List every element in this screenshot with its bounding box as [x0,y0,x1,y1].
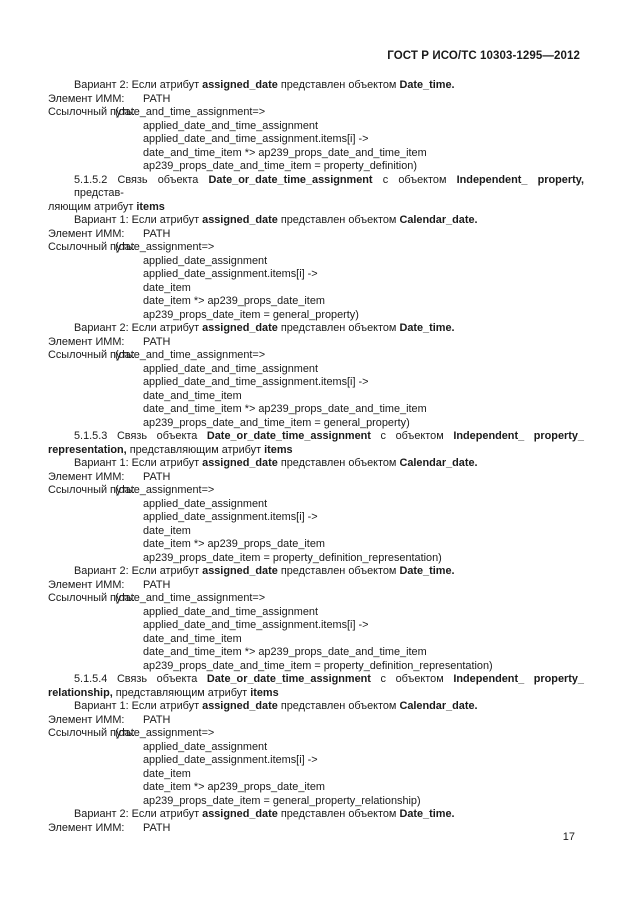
reference-path-label: Ссылочный путь: [48,484,136,496]
element-value: PATH [143,821,171,834]
document-header: ГОСТ Р ИСО/ТС 10303-1295—2012 [387,50,580,62]
element-value: PATH [143,713,171,726]
entity-name: Date_time. [399,79,455,91]
heading-entity: Date_or_date_time_assignment [206,673,371,685]
variant-line [48,214,584,228]
attribute-name: assigned_date [202,565,278,577]
if-attribute-text: Если атрибут [131,322,200,334]
represented-text: представлен объектом [280,79,397,91]
page-number: 17 [562,831,575,843]
path-line: ap239_props_date_and_time_item = property_definition_representation) [143,659,493,672]
path-line: date_item *> ap239_props_date_item [143,295,325,307]
section-heading [48,174,584,201]
variant-label: Вариант 1: [74,214,129,226]
variant-line [48,565,584,579]
heading-entity: representation, [48,443,127,456]
element-value: PATH [143,227,171,240]
attribute-name: assigned_date [202,457,278,469]
variant-label: Вариант 1: [74,457,129,469]
variant-label: Вариант 2: [74,808,129,820]
heading-text: Связь объекта [116,673,198,685]
element-label: Элемент ИММ: [48,821,125,834]
path-text: (date_and_time_assignment=> [115,592,266,604]
section-heading [48,430,584,444]
section-heading-cont [48,687,584,701]
heading-text: Связь объекта [117,173,199,186]
path-line: applied_date_and_time_assignment [143,605,318,618]
element-line [48,579,584,593]
element-line [48,228,584,242]
path-line: applied_date_assignment.items[i] -> [143,268,318,280]
path-line: applied_date_assignment.items[i] -> [143,754,318,766]
reference-path-line [48,484,584,498]
entity-name: Calendar_date. [399,214,478,226]
path-line: date_and_time_item *> ap239_props_date_and_time_item [143,146,427,159]
reference-path-line [48,592,584,606]
reference-path-label: Ссылочный путь: [48,727,136,739]
path-line: date_item *> ap239_props_date_item [143,538,325,550]
heading-entity: Independent_ property_ [453,430,584,442]
path-line: date_item [143,524,191,537]
element-label: Элемент ИММ: [48,578,125,591]
heading-text: Связь объекта [116,430,198,442]
path-line: date_and_time_item *> ap239_props_date_and_time_item [143,403,427,415]
represented-text: представлен объектом [280,214,397,226]
variant-label: Вариант 2: [74,565,129,577]
path-text: (date_and_time_assignment=> [115,349,266,361]
path-line: date_item *> ap239_props_date_item [143,781,325,793]
section-number: 5.1.5.3 [74,430,108,442]
reference-path-line [48,727,584,741]
path-line: applied_date_and_time_assignment.items[i] -> [143,619,369,631]
element-line [48,822,584,836]
element-label: Элемент ИММ: [48,470,125,483]
reference-path-label: Ссылочный путь: [48,592,136,604]
reference-path-line [48,241,584,255]
entity-name: Date_time. [399,565,455,577]
document-body [48,79,584,835]
heading-attribute: items [264,443,293,456]
path-line: applied_date_and_time_assignment.items[i] -> [143,133,369,145]
element-line [48,336,584,350]
path-line: applied_date_and_time_assignment [143,362,318,375]
attribute-name: assigned_date [202,322,278,334]
entity-name: Calendar_date. [399,457,478,469]
heading-text: представляющим атрибут [115,686,248,699]
heading-text: представ- [74,187,124,199]
represented-text: представлен объектом [280,457,397,469]
attribute-name: assigned_date [202,700,278,712]
heading-text: с объектом [380,430,444,442]
represented-text: представлен объектом [280,808,397,820]
section-heading-cont [48,201,584,215]
reference-path-label: Ссылочный путь: [48,349,136,361]
represented-text: представлен объектом [280,565,397,577]
if-attribute-text: Если атрибут [131,565,200,577]
path-line: applied_date_and_time_assignment.items[i] -> [143,376,369,388]
heading-entity: relationship, [48,686,113,699]
path-line: date_and_time_item *> ap239_props_date_and_time_item [143,646,427,658]
element-line [48,471,584,485]
section-number: 5.1.5.4 [74,673,108,685]
if-attribute-text: Если атрибут [131,214,200,226]
element-label: Элемент ИММ: [48,92,125,105]
heading-attribute: items [250,686,279,699]
heading-entity: Date_or_date_time_assignment [206,430,371,442]
path-line: ap239_props_date_item = property_definition_representation) [143,551,442,564]
attribute-name: assigned_date [202,79,278,91]
heading-entity: Date_or_date_time_assignment [208,173,373,186]
path-line: ap239_props_date_and_time_item = property_definition) [143,160,417,172]
element-value: PATH [143,578,171,591]
represented-text: представлен объектом [280,322,397,334]
heading-entity: Independent_ property_ [453,673,584,685]
path-text: (date_and_time_assignment=> [115,106,266,118]
path-text: (date_assignment=> [115,241,215,253]
variant-line [48,700,584,714]
variant-line [48,322,584,336]
entity-name: Date_time. [399,808,455,820]
section-heading-cont [48,444,584,458]
path-line: applied_date_assignment.items[i] -> [143,511,318,523]
if-attribute-text: Если атрибут [131,808,200,820]
heading-text: с объектом [382,173,447,186]
path-text: (date_assignment=> [115,484,215,496]
reference-path-line [48,349,584,363]
element-line [48,714,584,728]
path-line: applied_date_and_time_assignment [143,119,318,132]
reference-path-line [48,106,584,120]
path-line: applied_date_assignment [143,497,268,510]
element-label: Элемент ИММ: [48,713,125,726]
path-line: date_item [143,767,191,780]
element-value: PATH [143,335,171,348]
heading-text: представляющим атрибут [129,443,262,456]
heading-entity: Independent_ property, [456,173,584,186]
attribute-name: assigned_date [202,214,278,226]
variant-line [48,457,584,471]
variant-line [48,808,584,822]
element-line [48,93,584,107]
path-line: date_and_time_item [143,389,242,402]
reference-path-label: Ссылочный путь: [48,241,136,253]
section-number: 5.1.5.2 [74,173,108,186]
element-value: PATH [143,92,171,105]
heading-attribute: items [136,200,165,213]
if-attribute-text: Если атрибут [131,700,200,712]
represented-text: представлен объектом [280,700,397,712]
entity-name: Calendar_date. [399,700,478,712]
path-text: (date_assignment=> [115,727,215,739]
path-line: date_and_time_item [143,632,242,645]
element-value: PATH [143,470,171,483]
reference-path-label: Ссылочный путь: [48,106,136,118]
path-line: applied_date_assignment [143,254,268,267]
variant-label: Вариант 1: [74,700,129,712]
section-heading [48,673,584,687]
variant-label: Вариант 2: [74,79,129,91]
element-label: Элемент ИММ: [48,335,125,348]
heading-text: с объектом [380,673,444,685]
path-line: ap239_props_date_item = general_property_relationship) [143,794,421,807]
attribute-name: assigned_date [202,808,278,820]
path-line: ap239_props_date_and_time_item = general_property) [143,416,410,429]
entity-name: Date_time. [399,322,455,334]
path-line: ap239_props_date_item = general_property) [143,308,359,321]
if-attribute-text: Если атрибут [131,79,200,91]
path-line: applied_date_assignment [143,740,268,753]
variant-line [48,79,584,93]
variant-label: Вариант 2: [74,322,129,334]
path-line: date_item [143,281,191,294]
if-attribute-text: Если атрибут [131,457,200,469]
heading-text: ляющим атрибут [48,200,134,213]
element-label: Элемент ИММ: [48,227,125,240]
